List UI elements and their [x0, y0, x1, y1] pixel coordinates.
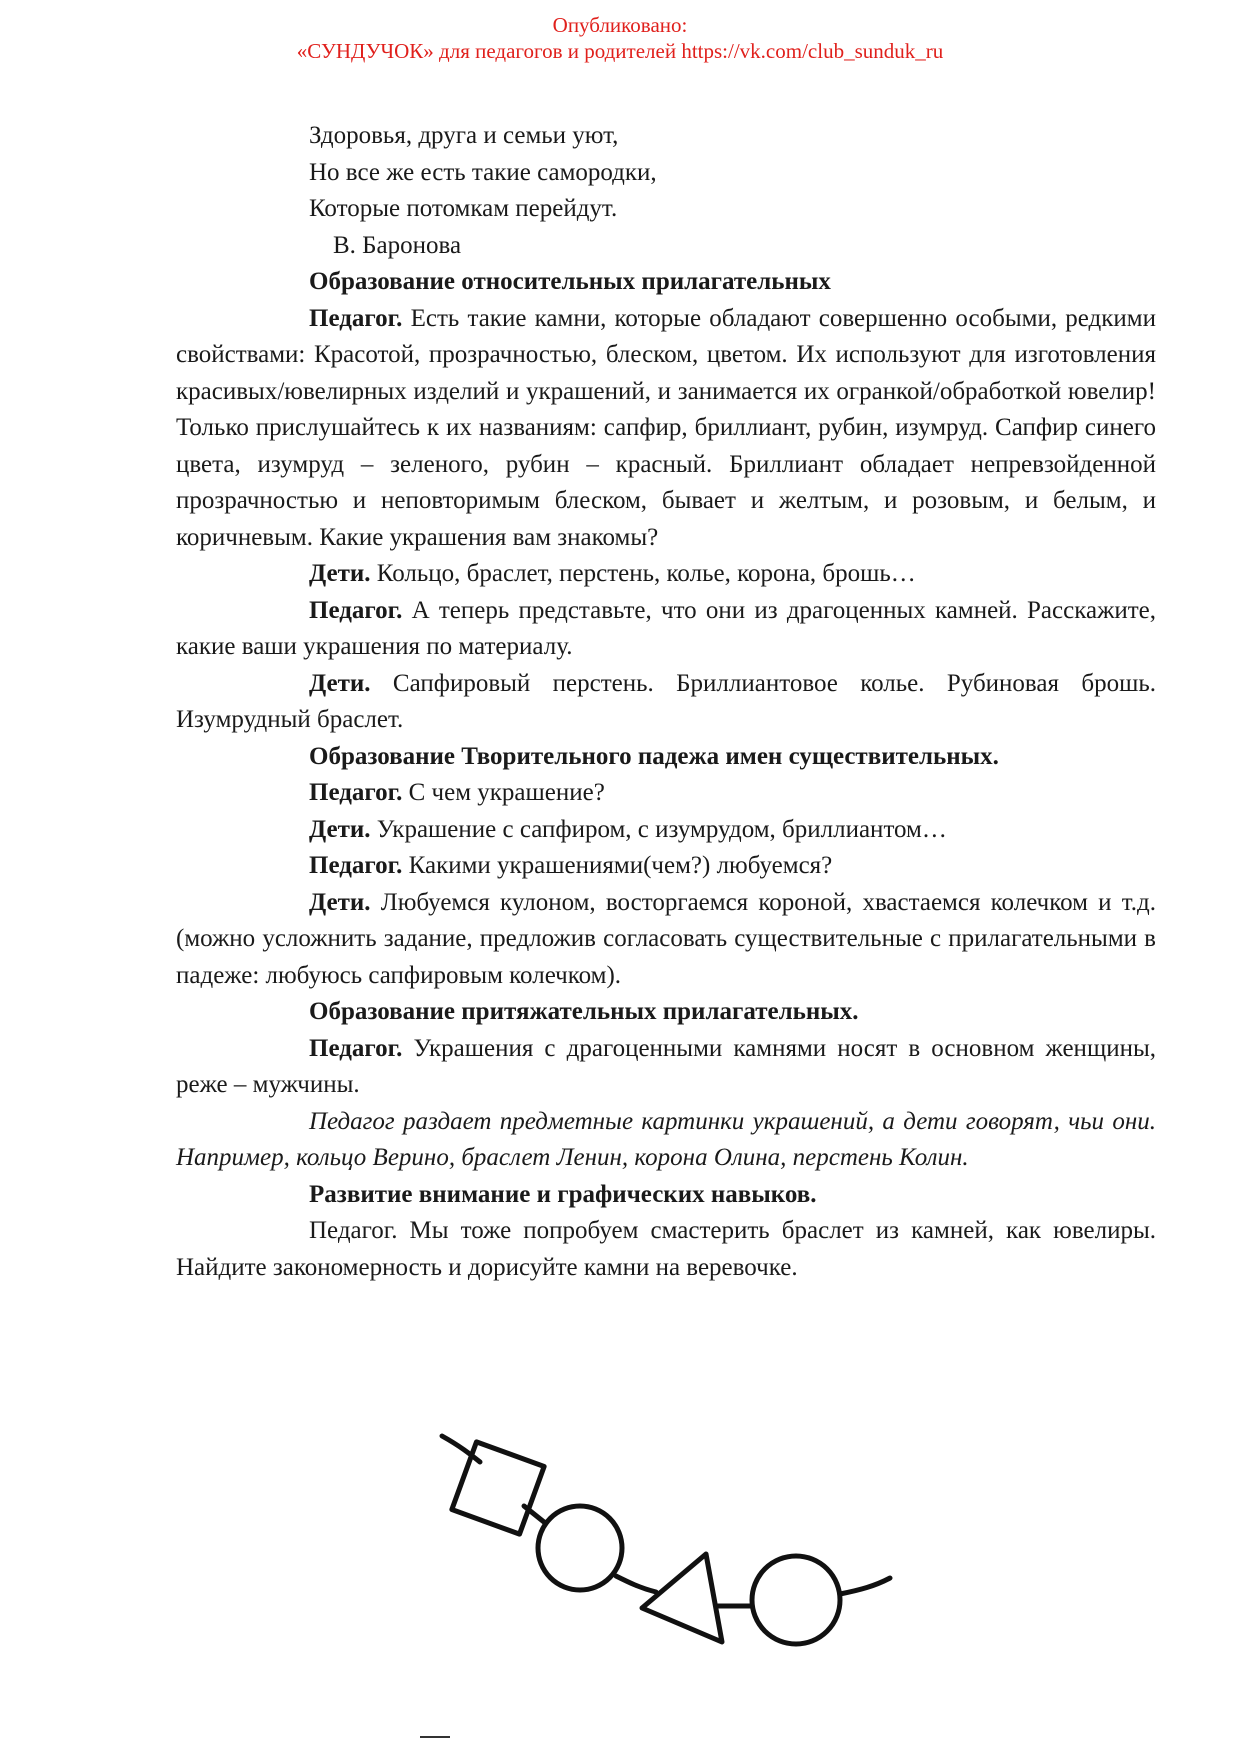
section-heading: Развитие внимание и графических навыков.	[309, 1180, 817, 1208]
section-heading: Образование Творительного падежа имен существительных.	[309, 742, 999, 770]
section-heading: Образование притяжательных прилагательных.	[309, 998, 859, 1025]
paragraph	[176, 1031, 1156, 1104]
paragraph	[176, 848, 1156, 885]
paragraph	[176, 775, 1156, 812]
poem-author: В. Баронова	[333, 231, 462, 259]
publication-header	[0, 12, 1240, 64]
paragraph: Педагог. Мы тоже попробуем смастерить браслет из камней, как ювелиры. Найдите закономерность и дорисуйте камни на веревочке.	[176, 1217, 1156, 1281]
string-line	[616, 1576, 656, 1592]
string-line	[840, 1578, 890, 1594]
paragraph-text: Кольцо, браслет, перстень, колье, корона, брошь…	[370, 560, 916, 587]
paragraph	[176, 301, 1156, 557]
paragraph	[176, 556, 1156, 593]
speaker-label: Педагог.	[309, 1034, 403, 1062]
speaker-label: Педагог.	[309, 852, 403, 879]
header-line-published: Опубликовано:	[552, 13, 688, 37]
italic-instruction: Педагог раздает предметные картинки украшений, а дети говорят, чьи они. Например, кольцо Верино, браслет Ленин, корона Олина, перстень Колин.	[176, 1107, 1156, 1171]
poem-line: Но все же есть такие самородки,	[309, 158, 657, 186]
paragraph	[176, 593, 1156, 666]
poem-line: Здоровья, друга и семьи уют,	[309, 122, 619, 149]
speaker-label: Дети.	[309, 560, 371, 587]
paragraph-text: Любуемся кулоном, восторгаемся короной, хвастаемся колечком и т.д. (можно усложнить задание, предложив согласовать существительные с прилагательными в падеже: любуюсь сапфировым колечком).	[176, 888, 1156, 989]
section-heading: Образование относительных прилагательных	[309, 268, 831, 295]
bracelet-pattern-drawing	[420, 1410, 910, 1660]
poem	[176, 118, 1156, 264]
speaker-label: Дети.	[309, 815, 371, 843]
paragraph-text: С чем украшение?	[402, 779, 605, 806]
document-page	[176, 118, 1156, 1286]
paragraph	[176, 812, 1156, 849]
paragraph-text: Украшение с сапфиром, с изумрудом, бриллиантом…	[370, 815, 947, 843]
paragraph	[176, 885, 1156, 995]
paragraph-text: Какими украшениями(чем?) любуемся?	[402, 852, 833, 879]
triangle-stone-icon	[642, 1554, 722, 1642]
speaker-label: Дети.	[309, 669, 371, 697]
speaker-label: Дети.	[309, 888, 371, 916]
speaker-label: Педагог.	[309, 596, 403, 624]
page-number-mark	[420, 1736, 450, 1746]
paragraph-text: Украшения с драгоценными камнями носят в основном женщины, реже – мужчины.	[176, 1034, 1156, 1098]
header-line-source: «СУНДУЧОК» для педагогов и родителей https://vk.com/club_sunduk_ru	[296, 39, 944, 63]
paragraph	[176, 666, 1156, 739]
paragraph-text: А теперь представьте, что они из драгоценных камней. Расскажите, какие ваши украшения по материалу.	[176, 596, 1156, 660]
speaker-label: Педагог.	[309, 304, 403, 332]
poem-line: Которые потомкам перейдут.	[309, 195, 618, 222]
paragraph-text: Есть такие камни, которые обладают совершенно особыми, редкими свойствами: Красотой, прозрачностью, блеском, цветом. Их используют для изготовления красивых/ювелирных изделий и украшений, и занимается их огранкой/обработкой ювелир! Только прислушайтесь к их названиям: сапфир, бриллиант, рубин, изумруд. Сапфир синего цвета, изумруд – зеленого, рубин – красный. Бриллиант обладает непревзойденной прозрачностью и неповторимым блеском, бывает и желтым, и розовым, и белым, и коричневым. Какие украшения вам знакомы?	[176, 304, 1156, 551]
square-stone-icon	[452, 1442, 544, 1534]
speaker-label: Педагог.	[309, 779, 403, 806]
circle-stone-icon	[538, 1506, 622, 1590]
circle-stone-icon	[752, 1556, 840, 1644]
paragraph-text: Сапфировый перстень. Бриллиантовое колье. Рубиновая брошь. Изумрудный браслет.	[176, 669, 1156, 733]
